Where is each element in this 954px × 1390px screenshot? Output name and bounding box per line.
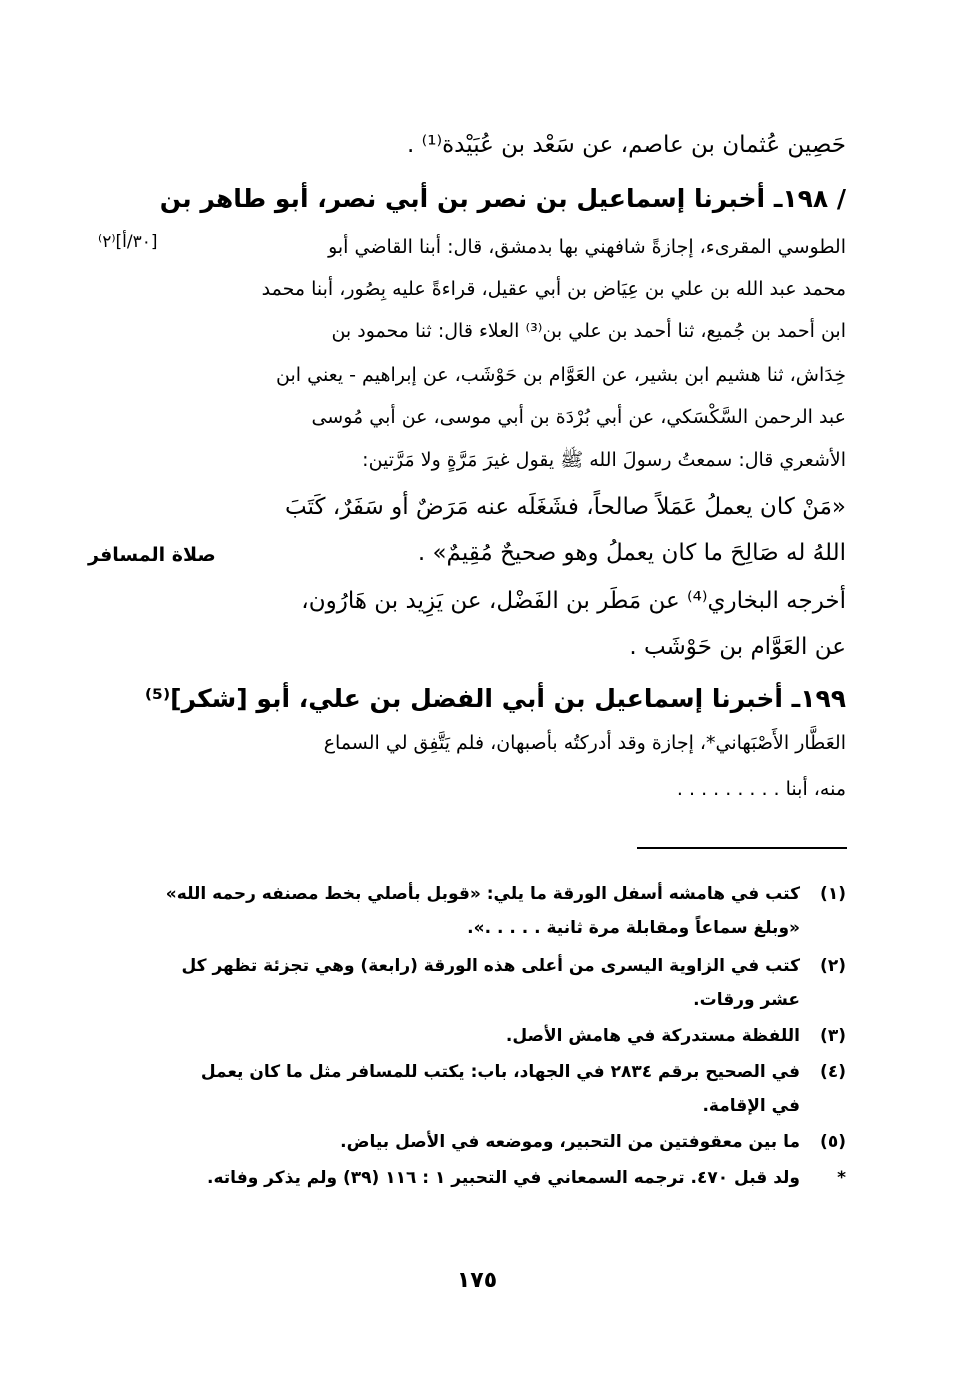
footnote-number: (٢) (820, 956, 846, 976)
footnote-text: اللفظة مستدركة في هامش الأصل. (505, 1026, 800, 1046)
footnote-number: (١) (820, 884, 846, 904)
body-line-6: خِدَاش، ثنا هشيم ابن بشير، عن العَوَّام بن حَوْشَب، عن إبراهيم - يعني ابن (276, 364, 846, 386)
footnote-number: (٥) (820, 1132, 846, 1152)
footnote-text: «وبلغ سماعاً ومقابلة مرة ثانية . . . . .». (467, 918, 800, 938)
body-line-7: عبد الرحمن السَّكْسَكي، عن أبي بُرْدَة بن أبي موسى، عن أبي مُوسى (311, 406, 846, 428)
body-line-2: / ١٩٨ـ أخبرنا إسماعيل بن نصر بن أبي نصر، أبو طاهر بن (159, 184, 846, 213)
body-line-9: «مَنْ كان يعملُ عَمَلاً صالحاً، فشَغَلَه عنه مَرَضٌ أو سَفَرٌ، كَتَبَ (285, 494, 846, 520)
footnote-text: كتب في هامشه أسفل الورقة ما يلي: «قوبل بأصلي بخط مصنفه رحمه الله» (165, 884, 800, 904)
footnote-3 (236, 1026, 846, 1056)
footnote-text: كتب في الزاوية اليسرى من أعلى هذه الورقة (رابعة) وهي تجزئة تظهر كل (181, 956, 800, 976)
footnote-text: ولد قبل ٤٧٠. ترجمه السمعاني في التحبير ١ : ١١٦ (٣٩) ولم يذكر وفاته. (207, 1168, 800, 1188)
page-number: ١٧٥ (456, 1268, 498, 1293)
body-line-13: ١٩٩ـ أخبرنا إسماعيل بن أبي الفضل بن علي، أبو [شكر]⁽⁵⁾ (144, 684, 846, 713)
footnote-text: ما بين معقوفتين من التحبير، وموضعه في الأصل بياض. (340, 1132, 800, 1152)
footnote-number: (٤) (820, 1062, 846, 1082)
body-line-11: أخرجه البخاري⁽⁴⁾ عن مَطَر بن الفَضْل، عن يَزِيد بن هَارُون، (301, 588, 846, 614)
footnote-text: في الصحيح برقم ٢٨٣٤ في الجهاد، باب: يكتب للمسافر مثل ما كان يعمل (200, 1062, 800, 1082)
footnote-2 (181, 956, 846, 1016)
body-line-5: ابن أحمد بن جُميع، ثنا أحمد بن علي بن⁽³⁾ العلاء قال: ثنا محمود بن (331, 320, 846, 342)
footnote-text: عشر ورقات. (693, 990, 800, 1010)
footnote-number: * (837, 1168, 846, 1188)
footnote-5 (236, 1132, 846, 1162)
footnote-number: (٣) (820, 1026, 846, 1046)
footnote-4 (200, 1062, 846, 1122)
body-line-8: الأشعري قال: سمعتُ رسولَ الله ﷺ يقول غيرَ مَرَّةٍ ولا مَرَّتين: (362, 449, 846, 471)
body-line-15: منه، أبنا . . . . . . . . . (676, 778, 846, 800)
body-line-10: اللهُ له صَالِحَ ما كان يعملُ وهو صحيحٌ مُقِيمٌ» . (417, 540, 846, 566)
body-line-12: عن العَوَّام بن حَوْشَب . (629, 634, 846, 660)
footnote-text: في الإقامة. (702, 1096, 800, 1116)
footnote-1 (165, 884, 846, 944)
body-line-1: حَصِين عُثمان بن عاصم، عن سَعْد بن عُبَيْدة⁽¹⁾ . (406, 132, 846, 158)
body-line-14: العَطَّار الأَصْبَهاني*، إجازة وقد أدركتُه بأصبهان، فلم يَتَّفِق لي السماع (323, 732, 846, 754)
folio-note: [٣٠/أ]⁽٢⁾ (98, 232, 158, 252)
body-line-4: محمد عبد الله بن علي بن عِيَاض بن أبي عقيل، قراءةً عليه بِصُور، أبنا محمد (261, 278, 846, 300)
footnote-asterisk (207, 1168, 846, 1198)
body-line-3: الطوسي المقرىء، إجازةً شافهني بها بدمشق، قال: أبنا القاضي أبو (328, 236, 846, 258)
footnote-separator (637, 847, 847, 849)
section-title: صلاة المسافر (88, 544, 216, 566)
